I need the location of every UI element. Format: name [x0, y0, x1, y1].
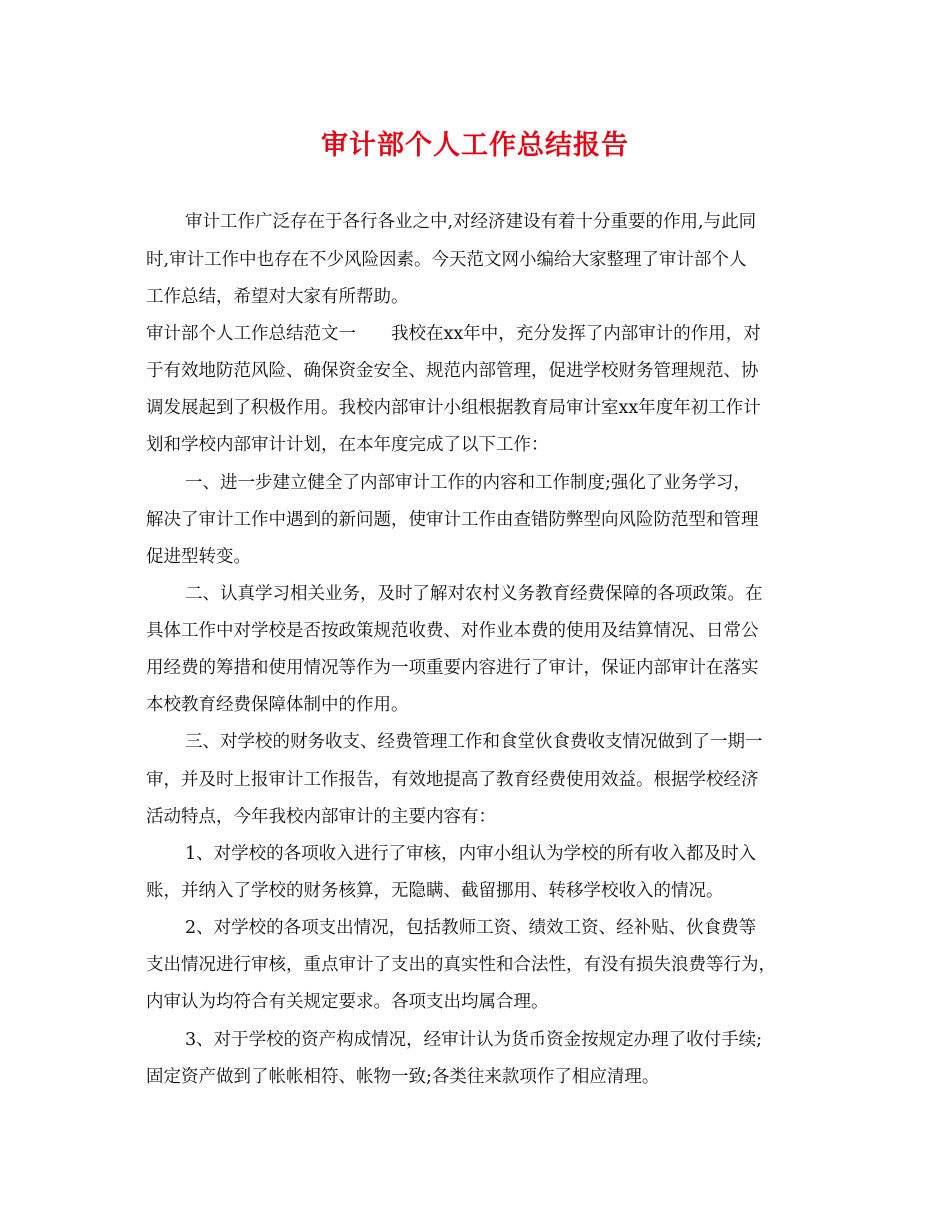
- body-line: 3、对于学校的资产构成情况，经审计认为货币资金按规定办理了收付手续;: [185, 1030, 763, 1050]
- body-line: 1、对学校的各项收入进行了审核，内审小组认为学校的所有收入都及时入: [185, 844, 757, 864]
- body-line: 二、认真学习相关业务，及时了解对农村义务教育经费保障的各项政策。在: [185, 584, 763, 604]
- body-line: 本校教育经费保障体制中的作用。: [146, 695, 409, 715]
- body-line: 时,审计工作中也存在不少风险因素。今天范文网小编给大家整理了审计部个人: [146, 250, 747, 270]
- body-line: 工作总结，希望对大家有所帮助。: [146, 287, 409, 307]
- body-line: 审计部个人工作总结范文一 我校在xx年中，充分发挥了内部审计的作用，对: [146, 324, 761, 344]
- body-line: 账，并纳入了学校的财务核算，无隐瞒、截留挪用、转移学校收入的情况。: [146, 881, 724, 901]
- body-line: 解决了审计工作中遇到的新问题，使审计工作由查错防弊型向风险防范型和管理: [146, 510, 759, 530]
- body-line: 划和学校内部审计计划，在本年度完成了以下工作：: [146, 435, 549, 455]
- body-line: 于有效地防范风险、确保资金安全、规范内部管理，促进学校财务管理规范、协: [146, 361, 759, 381]
- body-line: 2、对学校的各项支出情况，包括教师工资、绩效工资、经补贴、伙食费等: [185, 918, 757, 938]
- body-line: 活动特点，今年我校内部审计的主要内容有：: [146, 807, 496, 827]
- body-line: 用经费的筹措和使用情况等作为一项重要内容进行了审计，保证内部审计在落实: [146, 658, 759, 678]
- body-line: 具体工作中对学校是否按政策规范收费、对作业本费的使用及结算情况、日常公: [146, 621, 759, 641]
- body-line: 促进型转变。: [146, 547, 251, 567]
- body-line: 三、对学校的财务收支、经费管理工作和食堂伙食费收支情况做到了一期一: [185, 732, 763, 752]
- body-line: 内审认为均符合有关规定要求。各项支出均属合理。: [146, 992, 549, 1012]
- body-line: 一、进一步建立健全了内部审计工作的内容和工作制度;强化了业务学习，: [185, 473, 751, 493]
- document-title: 审计部个人工作总结报告: [321, 130, 629, 161]
- body-line: 审计工作广泛存在于各行各业之中,对经济建设有着十分重要的作用,与此同: [185, 212, 757, 232]
- body-line: 调发展起到了积极作用。我校内部审计小组根据教育局审计室xx年度年初工作计: [146, 398, 761, 418]
- body-line: 支出情况进行审核，重点审计了支出的真实性和合法性，有没有损失浪费等行为，: [146, 955, 776, 975]
- body-line: 固定资产做到了帐帐相符、帐物一致;各类往来款项作了相应清理。: [146, 1067, 660, 1087]
- body-line: 审，并及时上报审计工作报告，有效地提高了教育经费使用效益。根据学校经济: [146, 770, 759, 790]
